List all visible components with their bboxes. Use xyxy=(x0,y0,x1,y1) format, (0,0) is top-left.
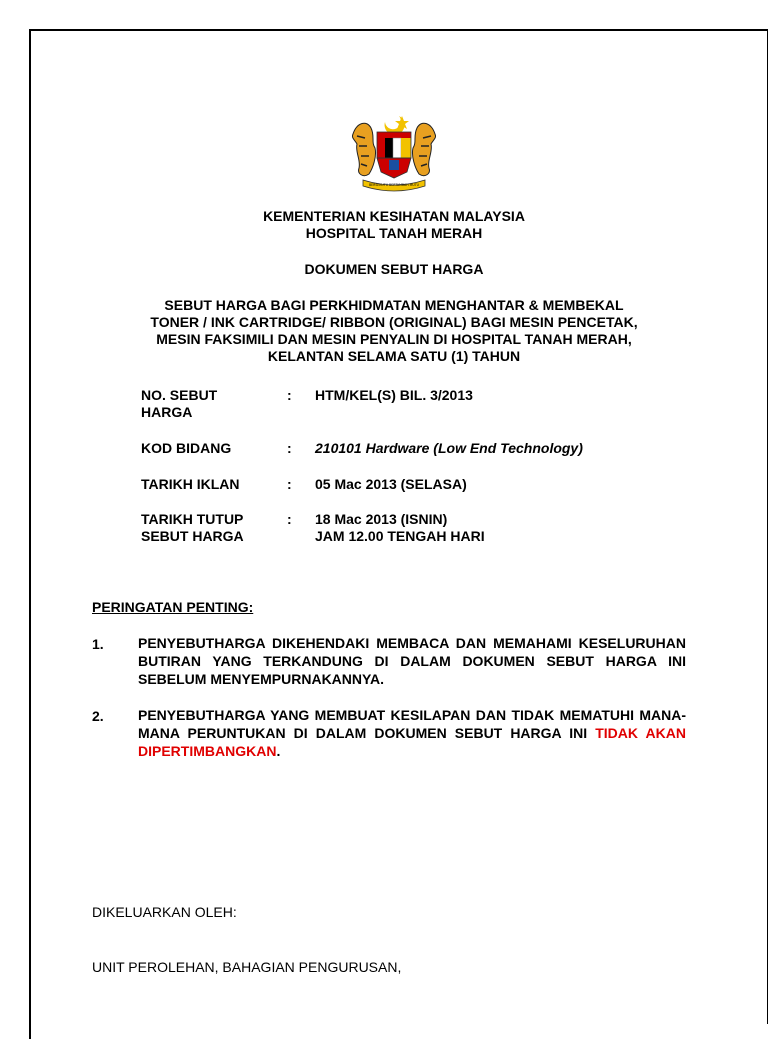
field-tarikh-iklan-label: TARIKH IKLAN xyxy=(141,476,240,492)
crest-motto: BERSEKUTU BERTAMBAH MUTU xyxy=(368,183,420,187)
field-tarikh-tutup-value: 18 Mac 2013 (ISNIN) JAM 12.00 TENGAH HARI xyxy=(315,511,485,544)
field-colon: : xyxy=(287,511,292,527)
warning-item-1: PENYEBUTHARGA DIKEHENDAKI MEMBACA DAN MEMAHAMI KESELURUHAN BUTIRAN YANG TERKANDUNG DI DALAM DOKUMEN SEBUT HARGA INI SEBELUM MENYEMPURNAKANNYA. xyxy=(138,635,686,687)
document-title: DOKUMEN SEBUT HARGA xyxy=(304,261,484,277)
coat-of-arms-icon xyxy=(347,112,441,192)
issuing-unit: UNIT PEROLEHAN, BAHAGIAN PENGURUSAN, xyxy=(92,959,402,975)
subject-line: TONER / INK CARTRIDGE/ RIBBON (ORIGINAL) BAGI MESIN PENCETAK, xyxy=(150,314,638,330)
subject-block xyxy=(100,297,688,365)
list-item-number: 2. xyxy=(92,708,104,724)
warning-highlight: TIDAK AKAN DIPERTIMBANGKAN xyxy=(138,725,686,759)
ministry-name: KEMENTERIAN KESIHATAN MALAYSIA xyxy=(263,208,525,224)
field-kod-bidang-label: KOD BIDANG xyxy=(141,440,232,456)
field-tarikh-iklan-value: 05 Mac 2013 (SELASA) xyxy=(315,476,467,492)
subject-line: MESIN FAKSIMILI DAN MESIN PENYALIN DI HOSPITAL TANAH MERAH, xyxy=(156,331,632,347)
subject-line: SEBUT HARGA BAGI PERKHIDMATAN MENGHANTAR & MEMBEKAL xyxy=(164,297,624,313)
field-no-sebut-harga-value: HTM/KEL(S) BIL. 3/2013 xyxy=(315,387,473,403)
field-colon: : xyxy=(287,440,292,456)
field-tarikh-tutup-label: TARIKH TUTUP SEBUT HARGA xyxy=(141,511,244,544)
hospital-name: HOSPITAL TANAH MERAH xyxy=(305,225,483,241)
field-no-sebut-harga-label: NO. SEBUT HARGA xyxy=(141,387,218,420)
warning-title: PERINGATAN PENTING: xyxy=(92,599,254,615)
subject-line: KELANTAN SELAMA SATU (1) TAHUN xyxy=(267,348,521,364)
field-kod-bidang-value: 210101 Hardware (Low End Technology) xyxy=(315,440,583,456)
header-block xyxy=(100,208,688,242)
field-colon: : xyxy=(287,476,292,492)
warning-item-2: PENYEBUTHARGA YANG MEMBUAT KESILAPAN DAN TIDAK MEMATUHI MANA-MANA PERUNTUKAN DI DALAM DOKUMEN SEBUT HARGA INI TIDAK AKAN DIPERTIMBANGKAN. xyxy=(138,707,686,759)
list-item-number: 1. xyxy=(92,636,104,652)
field-colon: : xyxy=(287,387,292,403)
issued-by-label: DIKELUARKAN OLEH: xyxy=(92,904,237,920)
